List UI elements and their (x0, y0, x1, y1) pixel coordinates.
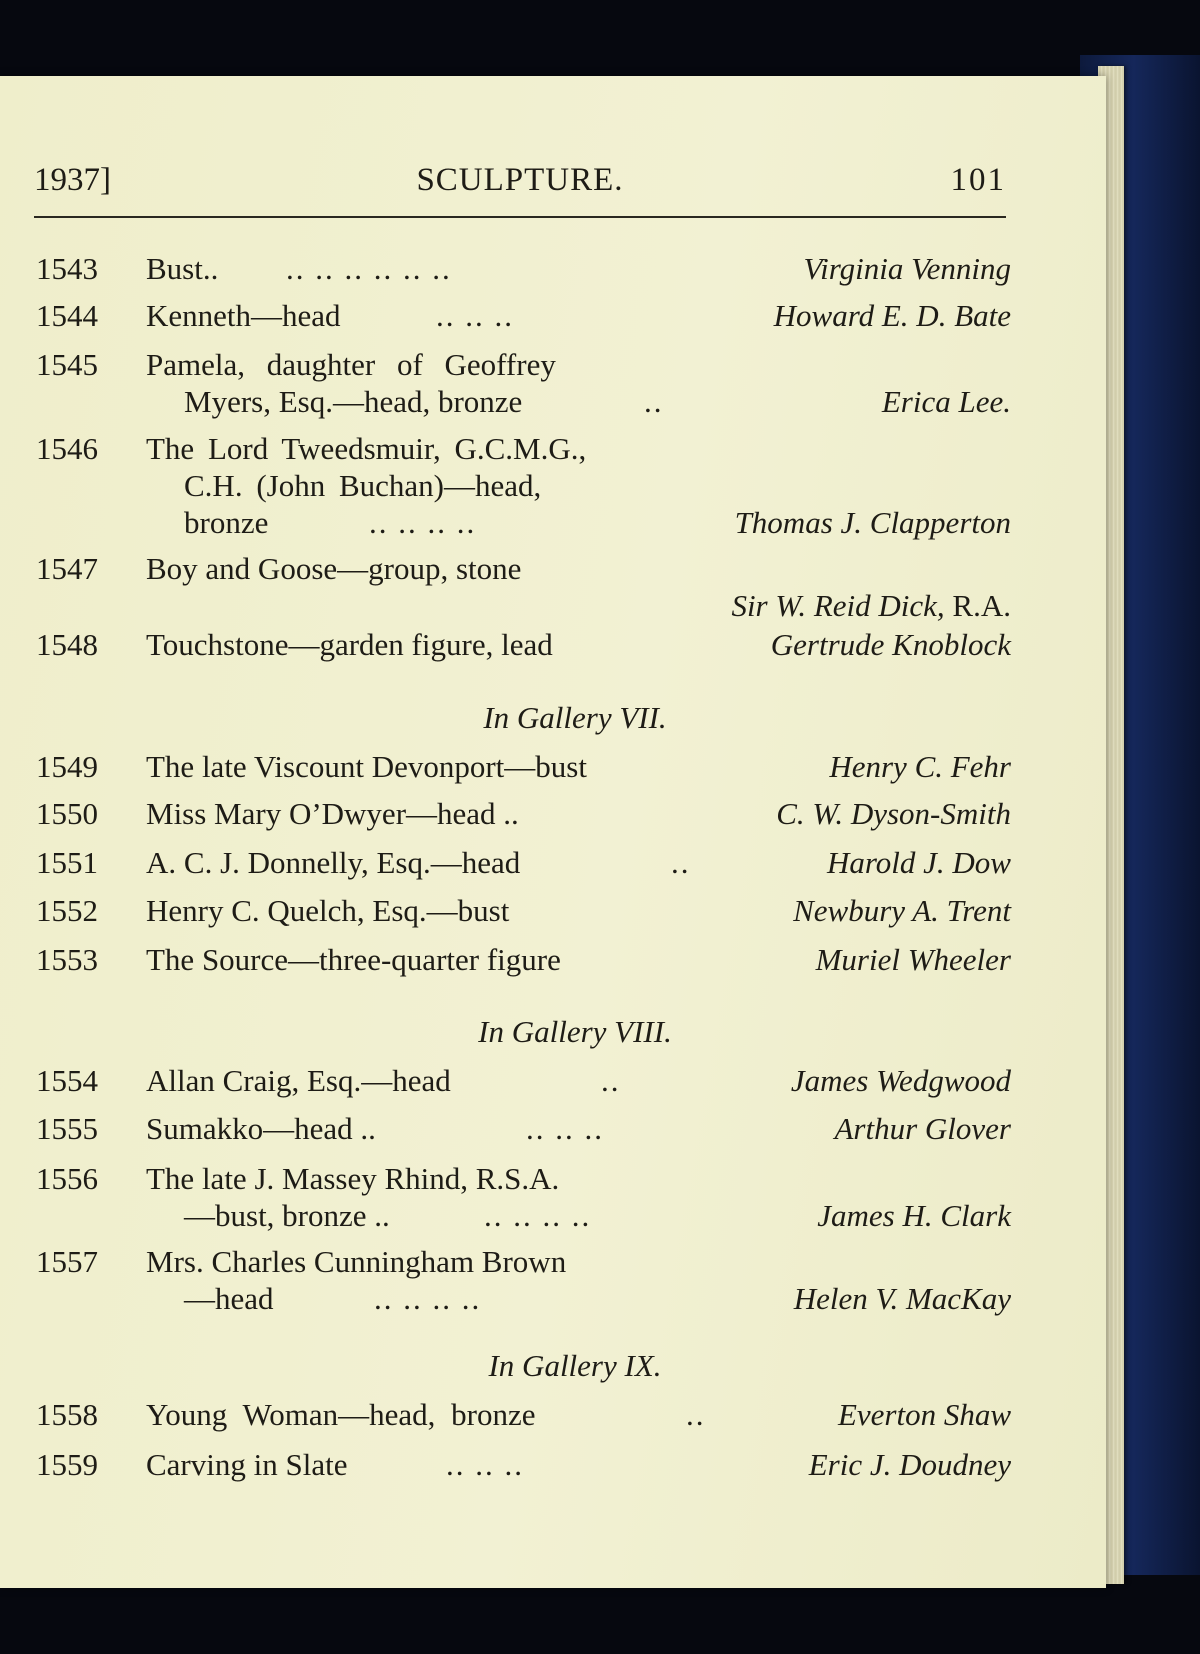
catalogue-entry (36, 1110, 1011, 1147)
header-year: 1937] (34, 162, 111, 198)
entry-title: Bust.. (146, 251, 219, 286)
leader-dots: .. (644, 384, 664, 419)
entry-number: 1544 (36, 298, 98, 333)
entry-artist: Everton Shaw (837, 1397, 1011, 1432)
catalogue-entry (36, 430, 1011, 541)
leader-dots: .. .. .. .. .. .. (286, 251, 452, 286)
leader-dots: .. .. .. .. (484, 1198, 592, 1233)
entry-title-continued: C.H. (John Buchan)—head, (184, 468, 542, 503)
entry-number: 1548 (36, 627, 98, 662)
entry-title: Allan Craig, Esq.—head (146, 1063, 451, 1098)
entry-artist: Virginia Venning (803, 251, 1011, 286)
entry-title: Touchstone—garden figure, lead (146, 627, 553, 662)
entry-title: A. C. J. Donnelly, Esq.—head (146, 845, 521, 880)
entry-title: Mrs. Charles Cunningham Brown (146, 1244, 567, 1279)
entry-number: 1550 (36, 796, 98, 831)
catalogue-entry (36, 892, 1011, 929)
leader-dots: .. (671, 845, 691, 880)
catalogue-entry (36, 1243, 1011, 1317)
catalogue-entry (36, 626, 1011, 663)
entry-title: Sumakko—head .. (146, 1111, 376, 1146)
entry-number: 1543 (36, 251, 98, 286)
entry-artist: James H. Clark (817, 1198, 1011, 1233)
entry-artist: James Wedgwood (790, 1063, 1011, 1098)
entry-title: Boy and Goose—group, stone (146, 551, 522, 586)
entry-number: 1555 (36, 1111, 98, 1146)
leader-dots: .. .. .. .. (369, 505, 477, 540)
entry-artist: Arthur Glover (834, 1111, 1011, 1146)
entry-number: 1554 (36, 1063, 98, 1098)
entry-title: The late Viscount Devonport—bust (146, 749, 587, 784)
catalogue-entry (36, 346, 1011, 420)
entry-artist: Muriel Wheeler (815, 942, 1011, 977)
entry-number: 1557 (36, 1244, 98, 1279)
entry-number: 1553 (36, 942, 98, 977)
leader-dots: .. .. .. (446, 1447, 524, 1482)
leader-dots: .. (601, 1063, 621, 1098)
gallery-heading: In Gallery VIII. (478, 1014, 672, 1049)
artist-honorific: R.A. (952, 588, 1011, 623)
entry-artist: Newbury A. Trent (793, 893, 1011, 928)
leader-dots: .. (686, 1397, 706, 1432)
entry-number: 1546 (36, 431, 98, 466)
catalogue-entry (36, 1160, 1011, 1234)
catalogue-entry (36, 795, 1011, 832)
entry-number: 1545 (36, 347, 98, 382)
gallery-heading: In Gallery IX. (488, 1348, 662, 1383)
entry-number: 1552 (36, 893, 98, 928)
page-number: 101 (950, 162, 1006, 198)
entry-title-continued: bronze (184, 505, 269, 540)
entry-artist: Erica Lee. (881, 384, 1011, 419)
entry-artist (731, 587, 1011, 624)
entry-title: Miss Mary O’Dwyer—head .. (146, 796, 519, 831)
catalogue-entry (36, 550, 1011, 624)
catalogue-entry (36, 844, 1011, 881)
header-title: SCULPTURE. (416, 162, 624, 198)
entry-title: The Source—three-quarter figure (146, 942, 561, 977)
entry-artist: Harold J. Dow (827, 845, 1011, 880)
entry-title: Young Woman—head, bronze (146, 1397, 536, 1432)
entry-number: 1549 (36, 749, 98, 784)
entry-number: 1558 (36, 1397, 98, 1432)
catalogue-entry (36, 297, 1011, 334)
leader-dots: .. .. .. .. (374, 1281, 482, 1316)
entry-number: 1551 (36, 845, 98, 880)
entry-title-continued: Myers, Esq.—head, bronze (184, 384, 523, 419)
catalogue-entry (36, 250, 1011, 287)
entry-title: Kenneth—head (146, 298, 341, 333)
gallery-heading: In Gallery VII. (483, 700, 667, 735)
catalogue-entry (36, 748, 1011, 785)
entry-title: Pamela, daughter of Geoffrey (146, 347, 556, 382)
catalogue-entry (36, 1396, 1011, 1433)
artist-name: Sir W. Reid Dick, (731, 588, 945, 623)
leader-dots: .. .. .. (526, 1111, 604, 1146)
entry-title-continued: —bust, bronze .. (184, 1198, 390, 1233)
entry-title-continued: —head (184, 1281, 274, 1316)
entry-artist: Thomas J. Clapperton (734, 505, 1011, 540)
leader-dots: .. .. .. (436, 298, 514, 333)
entry-artist: C. W. Dyson-Smith (776, 796, 1011, 831)
catalogue-entry (36, 941, 1011, 978)
entry-number: 1559 (36, 1447, 98, 1482)
entry-title: The late J. Massey Rhind, R.S.A. (146, 1161, 560, 1196)
entry-artist: Gertrude Knoblock (770, 627, 1011, 662)
entry-artist: Eric J. Doudney (808, 1447, 1011, 1482)
entry-number: 1547 (36, 551, 98, 586)
entry-title: Carving in Slate (146, 1447, 348, 1482)
entry-number: 1556 (36, 1161, 98, 1196)
entry-artist: Helen V. MacKay (793, 1281, 1011, 1316)
entry-title: The Lord Tweedsmuir, G.C.M.G., (146, 431, 587, 466)
catalogue-entry (36, 1062, 1011, 1099)
catalogue-entry (36, 1446, 1011, 1483)
entry-artist: Howard E. D. Bate (773, 298, 1011, 333)
entry-artist: Henry C. Fehr (829, 749, 1011, 784)
entry-title: Henry C. Quelch, Esq.—bust (146, 893, 510, 928)
